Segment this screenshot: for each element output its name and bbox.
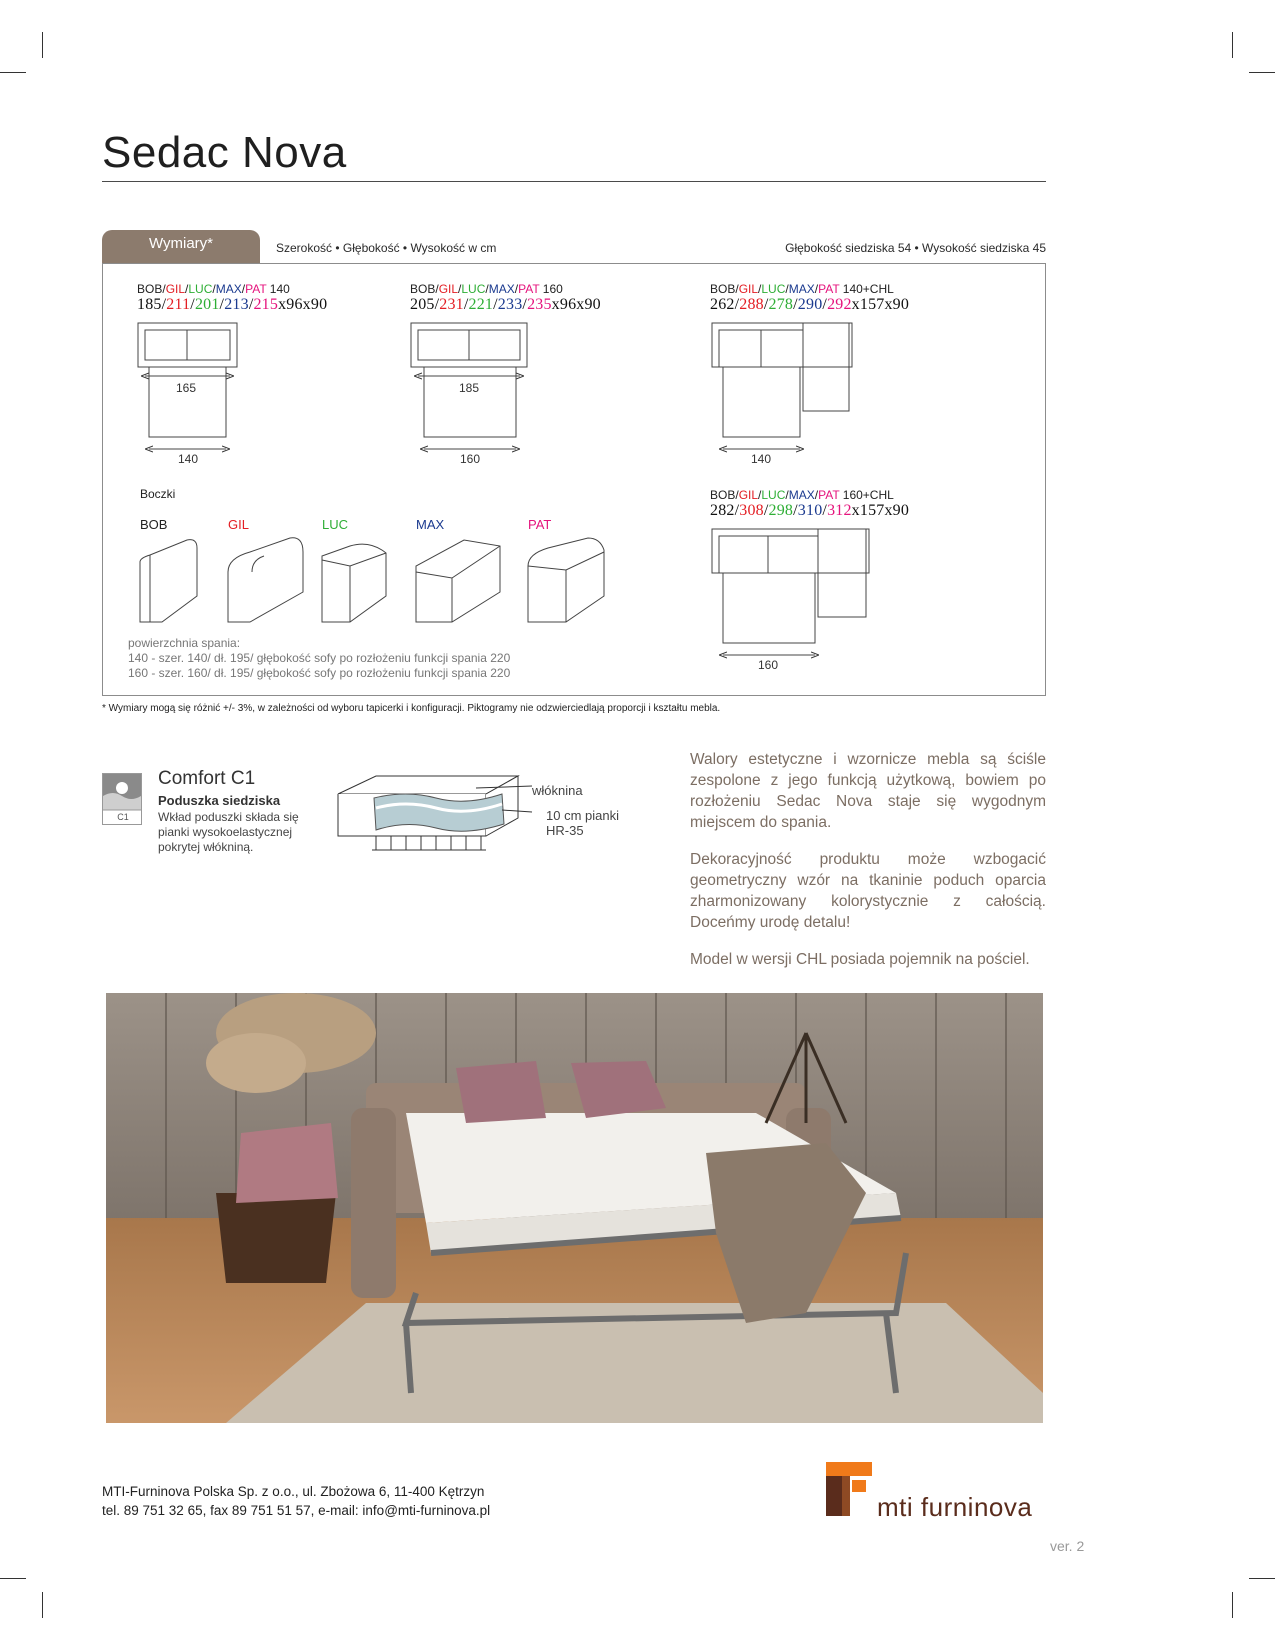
sofa-diagrams — [0, 0, 1275, 720]
description-paragraph: Dekoracyjność produktu może wzbogacić geometryczny wzór na tkaninie poduch oparcia zharmonizowany kolorystycznie z całością. Doceńmy urodę detalu! — [690, 851, 1046, 931]
sleep-area-line: 160 - szer. 160/ dł. 195/ głębokość sofy po rozłożeniu funkcji spania 220 — [128, 666, 511, 680]
sleep-area-line: 140 - szer. 140/ dł. 195/ głębokość sofy po rozłożeniu funkcji spania 220 — [128, 651, 511, 665]
armrest-label-luc: LUC — [322, 517, 349, 532]
sofa-bed-photo — [106, 993, 1043, 1423]
dimensions-subtitle-left: Szerokość • Głębokość • Wysokość w cm — [276, 241, 497, 255]
armrest-label-max: MAX — [416, 517, 445, 532]
product-photo — [106, 993, 1043, 1423]
sleep-area-note — [128, 636, 510, 681]
brand-logo-text: mti furninova — [877, 1492, 1033, 1522]
description-paragraph: Walory estetyczne i wzornicze mebla są ściśle zespolone z jego funkcją użytkową, bowiem po rozłożeniu Sedac Nova staje się wygodnym miejscem do spania. — [690, 751, 1046, 831]
foam-label: 10 cm pianki HR-35 — [546, 808, 619, 838]
company-info — [102, 1482, 490, 1520]
armrest-gil-diagram — [228, 538, 303, 622]
armrest-label-bob: BOB — [140, 517, 168, 532]
description-paragraph: Model w wersji CHL posiada pojemnik na pościel. — [690, 951, 1030, 968]
bed-width-label: 160 — [758, 658, 779, 672]
armrests-title: Boczki — [140, 487, 176, 501]
comfort-icon-code: C1 — [117, 812, 129, 822]
comfort-description: Wkład poduszki składa się pianki wysokoelastycznej pokrytej włókniną. — [158, 810, 299, 854]
fiber-label: włóknina — [532, 783, 583, 798]
armrest-max-diagram — [416, 540, 500, 622]
crop-mark — [1232, 1592, 1233, 1618]
variant-code: BOB/GIL/LUC/MAX/PAT 140+CHL — [710, 282, 894, 296]
crop-mark — [0, 1578, 26, 1579]
sofa-160-chl-diagram — [712, 529, 869, 655]
inner-width-label: 165 — [176, 381, 197, 395]
armrest-bob-diagram — [140, 540, 197, 622]
footnote: * Wymiary mogą się różnić +/- 3%, w zależności od wyboru tapicerki i konfiguracji. Piktogramy nie odzwierciedlają proporcji i kształtu mebla. — [102, 703, 721, 714]
variant-code: BOB/GIL/LUC/MAX/PAT 160+CHL — [710, 488, 894, 502]
variant-dimensions: 282/308/298/310/312x157x90 — [710, 502, 910, 519]
armrest-luc-diagram — [322, 544, 386, 622]
armrest-label-gil: GIL — [228, 517, 249, 532]
variant-code: BOB/GIL/LUC/MAX/PAT 140 — [137, 282, 290, 296]
company-contact: tel. 89 751 32 65, fax 89 751 51 57, e-mail: info@mti-furninova.pl — [102, 1503, 491, 1518]
crop-mark — [42, 1592, 43, 1618]
variant-dimensions: 262/288/278/290/292x157x90 — [710, 296, 910, 313]
armrest-pat-diagram — [528, 538, 604, 622]
inner-width-label: 185 — [459, 381, 480, 395]
dimensions-subtitle-right: Głębokość siedziska 54 • Wysokość siedziska 45 — [785, 241, 1046, 255]
comfort-subtitle: Poduszka siedziska — [158, 793, 281, 808]
variant-code: BOB/GIL/LUC/MAX/PAT 160 — [410, 282, 563, 296]
dimensions-tab: Wymiary* — [102, 230, 260, 264]
page-title: Sedac Nova — [102, 128, 347, 177]
brand-logo-icon — [824, 1460, 874, 1520]
cushion-diagram — [336, 772, 536, 856]
comfort-title: Comfort C1 — [158, 768, 256, 789]
variant-dimensions: 205/231/221/233/235x96x90 — [410, 296, 601, 313]
bed-width-label: 140 — [751, 452, 772, 466]
bed-width-label: 160 — [460, 452, 481, 466]
bed-width-label: 140 — [178, 452, 199, 466]
sofa-140-chl-diagram — [712, 323, 852, 449]
sleep-area-title: powierzchnia spania: — [128, 636, 241, 650]
company-address: MTI-Furninova Polska Sp. z o.o., ul. Zbożowa 6, 11-400 Kętrzyn — [102, 1484, 485, 1499]
armrest-label-pat: PAT — [528, 517, 552, 532]
version-label: ver. 2 — [1050, 1538, 1085, 1554]
variant-dimensions: 185/211/201/213/215x96x90 — [137, 296, 328, 313]
crop-mark — [1249, 1578, 1275, 1579]
